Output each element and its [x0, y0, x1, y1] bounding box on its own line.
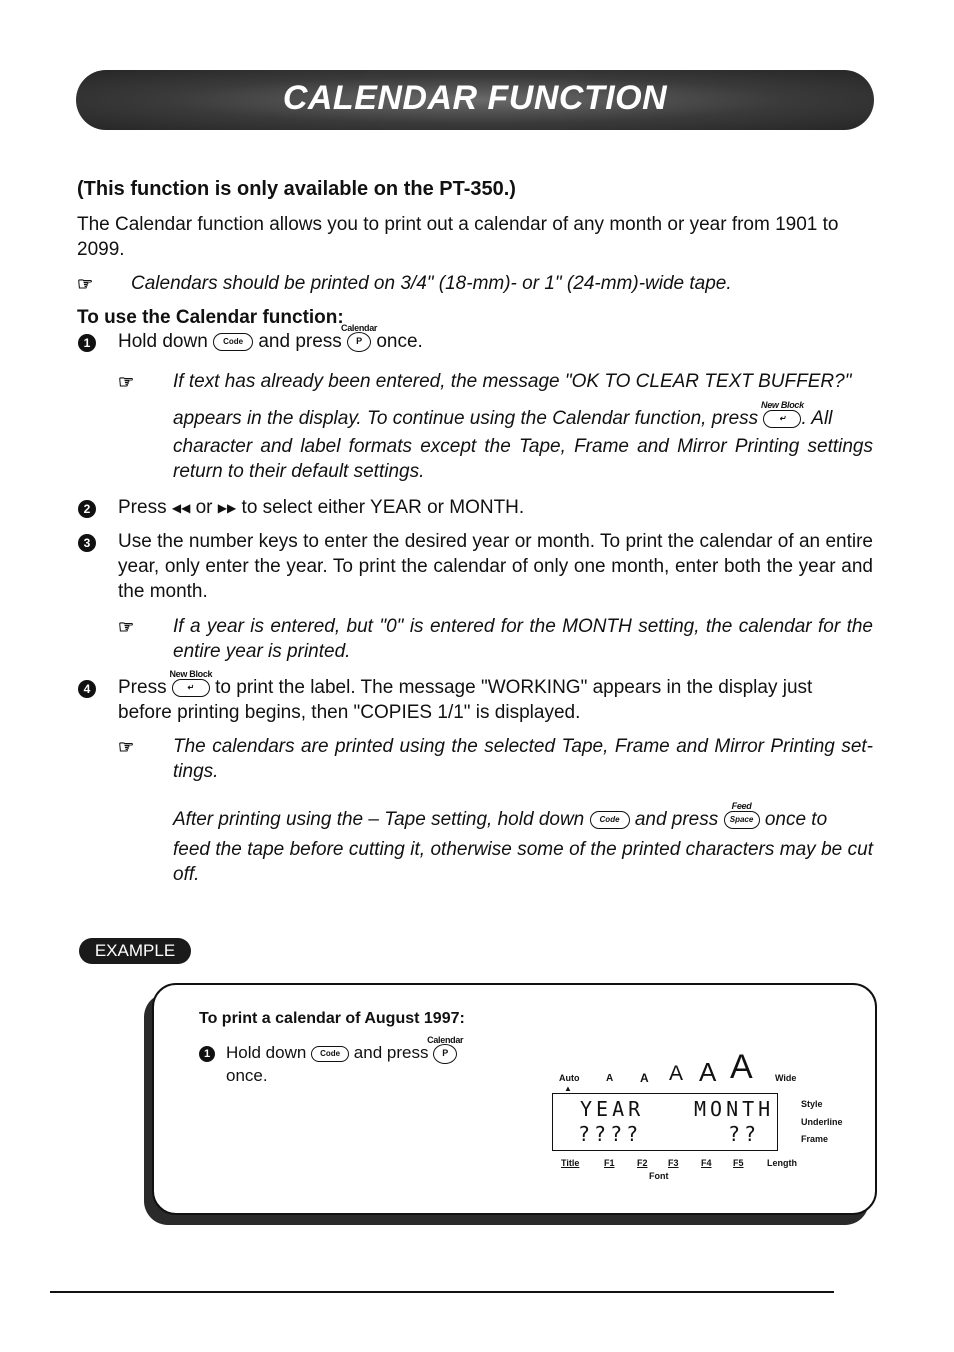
note-1-line-2-text: appears in the display. To continue using the Calendar function, press: [173, 408, 759, 429]
lcd-year-value: ????: [578, 1122, 643, 1146]
page-title: CALENDAR FUNCTION: [282, 79, 668, 117]
step-1: [118, 322, 423, 354]
p-key-label: P: [356, 335, 363, 346]
lcd-month-value: ??: [728, 1122, 761, 1146]
calendar-key-caption: Calendar: [427, 1034, 464, 1045]
step-1-text-c: once.: [376, 331, 423, 352]
calendar-key-caption: Calendar: [341, 322, 378, 333]
example-tab: EXAMPLE: [79, 938, 191, 964]
lcd-label-length: Length: [767, 1158, 797, 1168]
new-block-key-icon: [169, 668, 213, 697]
code-key-icon: Code: [213, 333, 253, 351]
lcd-month-label: MONTH: [694, 1097, 775, 1121]
feed-key-caption: Feed: [731, 800, 752, 811]
enter-symbol: ↵: [779, 413, 786, 423]
example-step-text-c: once.: [226, 1066, 268, 1085]
example-step-text-a: Hold down: [226, 1043, 307, 1062]
step-1-text-a: Hold down: [118, 331, 208, 352]
lcd-label-a5: A: [730, 1048, 753, 1086]
p-key-label: P: [442, 1047, 449, 1058]
tape-width-note: Calendars should be printed on 3/4" (18-mm)- or 1" (24-mm)-wide tape.: [131, 273, 732, 294]
note-4b-text-c: once to: [764, 809, 828, 830]
note-1-line-2-end: . All: [801, 408, 833, 429]
lcd-indicator-arrow-icon: ▲: [564, 1084, 572, 1093]
new-block-key-caption: New Block: [169, 668, 213, 679]
lcd-label-a1: A: [606, 1073, 614, 1084]
example-step-text-b: and press: [353, 1043, 429, 1062]
lcd-label-auto: Auto: [559, 1073, 580, 1083]
note-1-line-2: [173, 399, 833, 431]
right-arrow-key-icon: ▶▶: [217, 500, 237, 515]
note-4b-text-b: and press: [634, 809, 719, 830]
step-4-text-b: to print the label. The message "WORKING" appears in the display just: [215, 677, 813, 698]
pointing-hand-icon: ☞: [118, 372, 134, 392]
step-4-line-1: [118, 668, 813, 700]
step-4-text-a: Press: [118, 677, 167, 698]
step-2-text-a: Press: [118, 497, 167, 518]
note-4b-text-a: After printing using the – Tape setting, hold down: [173, 809, 585, 830]
intro-paragraph: The Calendar function allows you to print out a calendar of any month or year from 1901 to 2099.: [77, 214, 839, 260]
example-step-1: [226, 1034, 464, 1064]
step-2: [118, 495, 524, 520]
note-4b-line-1: [173, 800, 828, 832]
lcd-label-f4: F4: [701, 1158, 712, 1168]
code-key-icon: Code: [590, 811, 630, 829]
new-block-key-caption: New Block: [761, 399, 804, 410]
lcd-label-f3: F3: [668, 1158, 679, 1168]
step-number-3: 3: [78, 534, 96, 552]
lcd-year-label: YEAR: [580, 1097, 645, 1121]
lcd-label-underline: Underline: [801, 1117, 843, 1127]
example-title: To print a calendar of August 1997:: [199, 1010, 465, 1027]
lcd-label-frame: Frame: [801, 1134, 829, 1144]
code-key-icon: Code: [311, 1046, 349, 1062]
lcd-label-a3: A: [669, 1062, 684, 1085]
enter-symbol: ↵: [187, 682, 195, 692]
step-3: Use the number keys to enter the desired year or month. To print the calendar of an entire year, only enter the year. To print the calendar of only one month, enter both the year and the month.: [118, 531, 873, 602]
note-1-rest: character and label formats except the Tape, Frame and Mirror Printing settings return to their default settings.: [173, 436, 873, 482]
step-2-text-b: or: [195, 497, 213, 518]
lcd-label-f5: F5: [733, 1158, 744, 1168]
left-arrow-key-icon: ◀◀: [171, 500, 191, 515]
space-key-label: Space: [729, 814, 754, 824]
lcd-label-f1: F1: [604, 1158, 615, 1168]
lcd-label-title: Title: [561, 1158, 580, 1168]
step-number-1: 1: [78, 334, 96, 352]
pointing-hand-icon: ☞: [118, 737, 134, 757]
note-1-line-1: If text has already been entered, the message "OK TO CLEAR TEXT BUFFER?": [173, 371, 852, 392]
lcd-label-font: Font: [649, 1171, 669, 1181]
step-number-4: 4: [78, 680, 96, 698]
new-block-key-icon: [761, 399, 804, 428]
step-2-text-c: to select either YEAR or MONTH.: [241, 497, 525, 518]
note-4b-rest: feed the tape before cutting it, otherwise some of the printed characters may be cut off.: [173, 839, 873, 885]
note-3: If a year is entered, but "0" is entered for the MONTH setting, the calendar for the entire year is printed.: [173, 616, 873, 662]
step-4-text-c: before printing begins, then "COPIES 1/1" is displayed.: [118, 702, 581, 723]
lcd-label-f2: F2: [637, 1158, 648, 1168]
space-key-icon: [724, 800, 760, 829]
calendar-key-icon: [427, 1034, 464, 1064]
page-banner: [76, 70, 874, 130]
lcd-label-a4: A: [699, 1057, 717, 1087]
step-number-2: 2: [78, 500, 96, 518]
procedure-heading: To use the Calendar function:: [77, 307, 344, 328]
step-1-text-b: and press: [258, 331, 342, 352]
footer-rule: [50, 1291, 834, 1293]
lcd-label-wide: Wide: [775, 1073, 797, 1083]
availability-subtitle: (This function is only available on the PT-350.): [77, 178, 516, 200]
lcd-label-a2: A: [640, 1071, 649, 1085]
calendar-key-icon: [341, 322, 378, 352]
note-4: The calendars are printed using the selected Tape, Frame and Mirror Printing set-tings.: [173, 736, 873, 782]
pointing-hand-icon: ☞: [77, 274, 93, 294]
pointing-hand-icon: ☞: [118, 617, 134, 637]
lcd-label-style: Style: [801, 1099, 823, 1109]
example-step-number-1: 1: [199, 1046, 215, 1062]
